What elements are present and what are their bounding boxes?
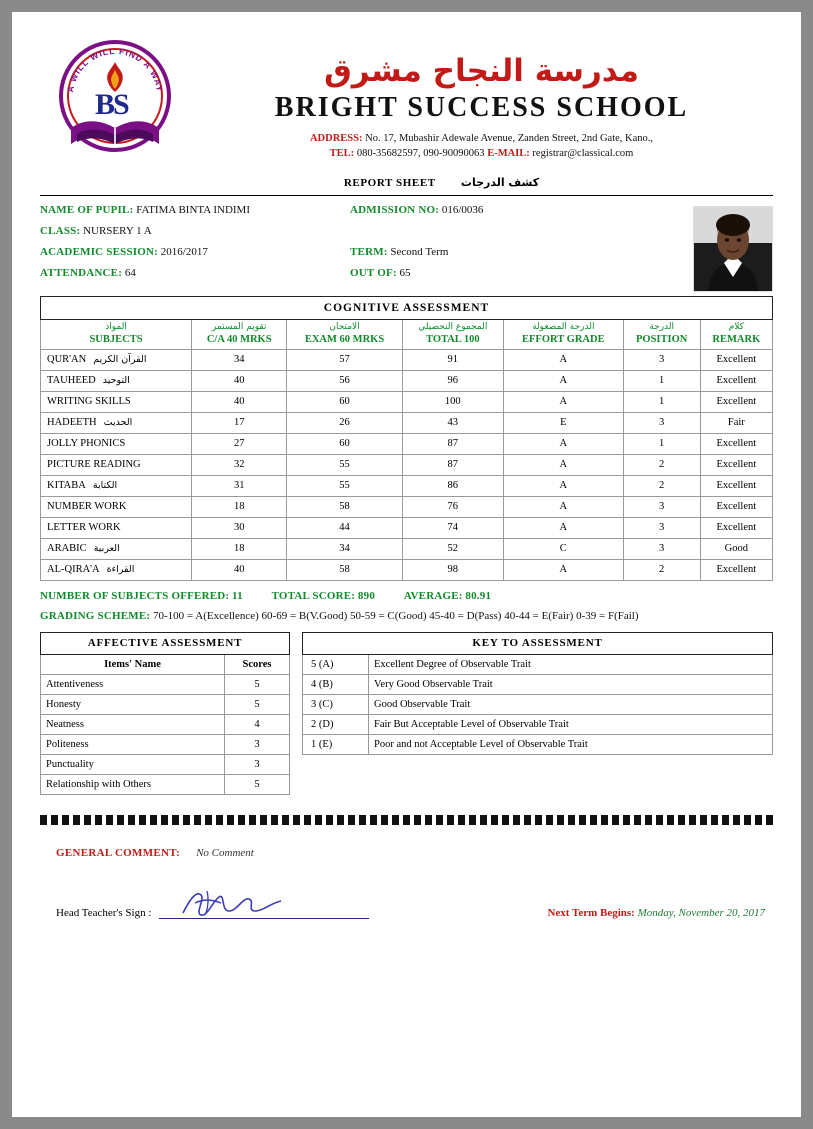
cell-effort: A (503, 559, 623, 580)
pupil-photo-image (694, 207, 772, 291)
cell-key-code: 3 (C) (303, 694, 369, 714)
report-sheet-title-en: REPORT SHEET (343, 177, 436, 190)
cell-total: 86 (402, 475, 503, 496)
cell-exam: 60 (287, 433, 402, 454)
cell-position: 3 (623, 538, 700, 559)
cell-key-description: Excellent Degree of Observable Trait (369, 654, 773, 674)
cell-subject: QUR'AN القرآن الكريم (41, 349, 192, 370)
cell-subject-arabic: الحديث (100, 417, 133, 429)
cell-remark: Good (700, 538, 772, 559)
score-summary (40, 590, 773, 602)
table-row (41, 475, 773, 496)
cell-ca: 31 (192, 475, 287, 496)
subjects-offered-value: 11 (232, 589, 243, 602)
cell-ca: 40 (192, 559, 287, 580)
next-term-value: Monday, November 20, 2017 (637, 906, 765, 919)
cell-remark: Excellent (700, 496, 772, 517)
session-value: 2016/2017 (160, 246, 208, 259)
lower-tables (40, 632, 773, 795)
key-table-body (303, 654, 773, 754)
next-term-block (547, 907, 765, 919)
cell-trait: Neatness (41, 714, 225, 734)
total-score (272, 590, 378, 602)
header-ca-ar: تقويم المستمر (211, 322, 267, 333)
cell-trait-score: 4 (225, 714, 290, 734)
table-row (41, 734, 290, 754)
average-value: 80.91 (465, 589, 492, 602)
cell-effort: E (503, 412, 623, 433)
subjects-offered (40, 590, 246, 602)
svg-text:A WILL WILL FIND A WAY: A WILL WILL FIND A WAY (65, 45, 165, 93)
grading-scheme-value: 70-100 = A(Excellence) 60-69 = B(V.Good) 50-59 = C(Good) 45-40 = D(Pass) 40-44 = E(Fair) 0-39 = F(Fail) (153, 609, 639, 622)
report-sheet-title-ar: كشف الدرجات (460, 176, 540, 190)
cell-trait: Attentiveness (41, 674, 225, 694)
cell-exam: 56 (287, 370, 402, 391)
key-table (302, 632, 773, 755)
cell-trait-score: 5 (225, 674, 290, 694)
cell-total: 96 (402, 370, 503, 391)
cell-effort: A (503, 370, 623, 391)
table-row (41, 694, 290, 714)
cell-effort: A (503, 349, 623, 370)
cell-total: 74 (402, 517, 503, 538)
cell-effort: C (503, 538, 623, 559)
dashed-divider (40, 815, 773, 825)
cell-subject: JOLLY PHONICS (41, 433, 192, 454)
cell-remark: Excellent (700, 454, 772, 475)
cell-subject-arabic: الكتابة (89, 480, 118, 492)
grading-scheme (40, 610, 773, 622)
table-row (41, 774, 290, 794)
cell-trait: Honesty (41, 694, 225, 714)
cell-effort: A (503, 517, 623, 538)
cell-ca: 30 (192, 517, 287, 538)
name-label: NAME OF PUPIL: (40, 204, 134, 217)
cell-ca: 32 (192, 454, 287, 475)
signature-icon (177, 887, 297, 921)
cell-exam: 44 (287, 517, 402, 538)
cell-total: 91 (402, 349, 503, 370)
cell-position: 3 (623, 496, 700, 517)
cell-position: 1 (623, 370, 700, 391)
pupil-photo (693, 206, 773, 292)
affective-table-title: AFFECTIVE ASSESSMENT (41, 632, 290, 654)
cognitive-header-row (41, 320, 773, 349)
cell-key-code: 1 (E) (303, 734, 369, 754)
table-row (41, 559, 773, 580)
average-label: AVERAGE: (403, 589, 463, 602)
cell-exam: 34 (287, 538, 402, 559)
cell-remark: Excellent (700, 517, 772, 538)
header-exam (287, 320, 402, 349)
document-header (40, 30, 773, 162)
cell-position: 2 (623, 454, 700, 475)
cell-ca: 27 (192, 433, 287, 454)
cell-ca: 17 (192, 412, 287, 433)
header-effort (503, 320, 623, 349)
cell-total: 52 (402, 538, 503, 559)
table-row (303, 714, 773, 734)
affective-table (40, 632, 290, 795)
logo-monogram: BS (95, 88, 128, 121)
cell-key-description: Very Good Observable Trait (369, 674, 773, 694)
cell-effort: A (503, 433, 623, 454)
address-label: ADDRESS: (309, 132, 363, 144)
cell-exam: 58 (287, 496, 402, 517)
affective-col-score: Scores (225, 654, 290, 674)
affective-table-body (41, 674, 290, 794)
cell-ca: 40 (192, 391, 287, 412)
cell-total: 87 (402, 433, 503, 454)
class-label: CLASS: (40, 225, 81, 238)
cell-remark: Fair (700, 412, 772, 433)
cell-effort: A (503, 475, 623, 496)
tel-value: 080-35682597, 090-90090063 (356, 148, 485, 160)
cell-exam: 55 (287, 454, 402, 475)
cell-position: 3 (623, 412, 700, 433)
table-row (303, 694, 773, 714)
cell-position: 3 (623, 349, 700, 370)
cell-position: 2 (623, 559, 700, 580)
signature-row (56, 885, 765, 919)
session-label: ACADEMIC SESSION: (40, 246, 159, 259)
header-effort-ar: الدرجة المصغولة (532, 322, 595, 333)
report-sheet-heading (110, 176, 773, 189)
cell-key-code: 5 (A) (303, 654, 369, 674)
cell-key-description: Good Observable Trait (369, 694, 773, 714)
header-total-ar: المجموع التحصيلي (418, 322, 488, 333)
cell-total: 98 (402, 559, 503, 580)
average-score (404, 590, 491, 602)
header-exam-en: EXAM 60 MRKS (304, 334, 385, 346)
header-subjects (41, 320, 192, 349)
header-position-ar: الدرجة (649, 322, 675, 333)
pupil-info (40, 204, 773, 292)
school-name-english: BRIGHT SUCCESS SCHOOL (274, 91, 689, 123)
general-comment-row (56, 847, 765, 859)
table-row (303, 674, 773, 694)
table-row (41, 538, 773, 559)
next-term-label: Next Term Begins: (547, 906, 635, 919)
attendance-label: ATTENDANCE: (40, 267, 123, 280)
class-value: NURSERY 1 A (83, 225, 152, 238)
total-score-label: TOTAL SCORE: (271, 589, 356, 602)
cell-exam: 60 (287, 391, 402, 412)
attendance-value: 64 (124, 267, 136, 280)
head-teacher-sign-label: Head Teacher's Sign : (56, 906, 152, 919)
header-remark (700, 320, 772, 349)
school-name-arabic: مدرسة النجاح مشرق (324, 53, 639, 89)
cell-subject: AL-QIRA'A القراءة (41, 559, 192, 580)
term-label: TERM: (350, 246, 388, 259)
cognitive-table-body (41, 349, 773, 580)
table-row (41, 370, 773, 391)
cell-trait: Politeness (41, 734, 225, 754)
cell-total: 76 (402, 496, 503, 517)
out-of-value: 65 (399, 267, 411, 280)
table-row (41, 714, 290, 734)
cell-subject: KITABA الكتابة (41, 475, 192, 496)
document-footer (40, 847, 773, 919)
pupil-info-row (40, 225, 773, 237)
cell-subject: HADEETH الحديث (41, 412, 192, 433)
cell-trait-score: 3 (225, 754, 290, 774)
header-ca (192, 320, 287, 349)
report-page (12, 12, 801, 1117)
table-row (41, 496, 773, 517)
pupil-info-row (40, 204, 773, 216)
general-comment-value: No Comment (196, 846, 254, 859)
tel-label: TEL: (329, 148, 355, 160)
cell-subject-arabic: التوحيد (99, 375, 130, 387)
table-row (41, 349, 773, 370)
header-remark-en: REMARK (712, 334, 761, 346)
cell-exam: 26 (287, 412, 402, 433)
cell-subject: PICTURE READING (41, 454, 192, 475)
cell-key-code: 4 (B) (303, 674, 369, 694)
cell-key-code: 2 (D) (303, 714, 369, 734)
address-value: No. 17, Mubashir Adewale Avenue, Zanden Street, 2nd Gate, Kano., (365, 132, 654, 144)
cell-subject: LETTER WORK (41, 517, 192, 538)
cell-subject: TAUHEED التوحيد (41, 370, 192, 391)
cognitive-assessment-section (40, 296, 773, 580)
header-subjects-ar: المواد (105, 322, 127, 333)
header-effort-en: EFFORT GRADE (522, 334, 605, 346)
header-position (623, 320, 700, 349)
cell-subject-arabic: العربية (90, 543, 120, 555)
table-row (41, 754, 290, 774)
cell-ca: 40 (192, 370, 287, 391)
cell-trait: Relationship with Others (41, 774, 225, 794)
cell-ca: 18 (192, 538, 287, 559)
cell-total: 100 (402, 391, 503, 412)
cell-position: 2 (623, 475, 700, 496)
pupil-info-row (40, 246, 773, 258)
header-divider (40, 195, 773, 196)
email-label: E-MAIL: (487, 148, 530, 160)
key-table-title: KEY TO ASSESSMENT (303, 632, 773, 654)
affective-col-item: Items' Name (41, 654, 225, 674)
cell-subject-arabic: القرآن الكريم (90, 354, 147, 366)
cell-position: 1 (623, 433, 700, 454)
cell-remark: Excellent (700, 391, 772, 412)
header-ca-en: C/A 40 MRKS (206, 334, 272, 346)
cell-position: 3 (623, 517, 700, 538)
cognitive-table (40, 296, 773, 580)
cell-ca: 18 (192, 496, 287, 517)
cognitive-table-title: COGNITIVE ASSESSMENT (41, 297, 773, 320)
cell-trait-score: 3 (225, 734, 290, 754)
subjects-offered-label: NUMBER OF SUBJECTS OFFERED: (40, 589, 230, 602)
admission-label: ADMISSION NO: (350, 204, 440, 217)
header-subjects-en: SUBJECTS (89, 334, 143, 346)
table-row (41, 674, 290, 694)
table-row (41, 433, 773, 454)
table-row (41, 412, 773, 433)
term-value: Second Term (390, 246, 449, 259)
key-to-assessment-section (302, 632, 773, 795)
school-contact (190, 131, 773, 163)
grading-scheme-label: GRADING SCHEME: (40, 609, 151, 622)
out-of-label: OUT OF: (350, 267, 397, 280)
cell-effort: A (503, 496, 623, 517)
table-row (303, 654, 773, 674)
cell-effort: A (503, 391, 623, 412)
header-position-en: POSITION (635, 334, 688, 346)
total-score-value: 890 (357, 589, 376, 602)
cell-exam: 55 (287, 475, 402, 496)
cell-key-description: Fair But Acceptable Level of Observable Trait (369, 714, 773, 734)
cell-remark: Excellent (700, 433, 772, 454)
head-teacher-signature (159, 885, 369, 919)
cell-subject: ARABIC العربية (41, 538, 192, 559)
header-total (402, 320, 503, 349)
school-titles (190, 30, 773, 162)
general-comment-label: GENERAL COMMENT: (56, 846, 181, 859)
header-remark-ar: كلام (728, 322, 744, 333)
cell-total: 43 (402, 412, 503, 433)
cell-total: 87 (402, 454, 503, 475)
cell-subject: WRITING SKILLS (41, 391, 192, 412)
table-row (41, 454, 773, 475)
header-exam-ar: الامتحان (329, 322, 360, 333)
cell-remark: Excellent (700, 559, 772, 580)
cell-remark: Excellent (700, 349, 772, 370)
cell-trait-score: 5 (225, 774, 290, 794)
cell-remark: Excellent (700, 475, 772, 496)
cell-trait: Punctuality (41, 754, 225, 774)
cell-remark: Excellent (700, 370, 772, 391)
table-row (41, 517, 773, 538)
cell-position: 1 (623, 391, 700, 412)
cell-subject: NUMBER WORK (41, 496, 192, 517)
email-value: registrar@classical.com (532, 148, 634, 160)
header-total-en: TOTAL 100 (426, 334, 480, 346)
admission-value: 016/0036 (441, 204, 484, 217)
table-row (303, 734, 773, 754)
cell-ca: 34 (192, 349, 287, 370)
logo-book-icon (67, 114, 163, 154)
cell-exam: 58 (287, 559, 402, 580)
school-logo (40, 30, 190, 160)
cell-exam: 57 (287, 349, 402, 370)
pupil-info-row (40, 267, 773, 279)
name-value: FATIMA BINTA INDIMI (136, 204, 250, 217)
cell-subject-arabic: القراءة (103, 564, 135, 576)
cell-trait-score: 5 (225, 694, 290, 714)
cell-effort: A (503, 454, 623, 475)
affective-assessment-section (40, 632, 290, 795)
cell-key-description: Poor and not Acceptable Level of Observable Trait (369, 734, 773, 754)
table-row (41, 391, 773, 412)
